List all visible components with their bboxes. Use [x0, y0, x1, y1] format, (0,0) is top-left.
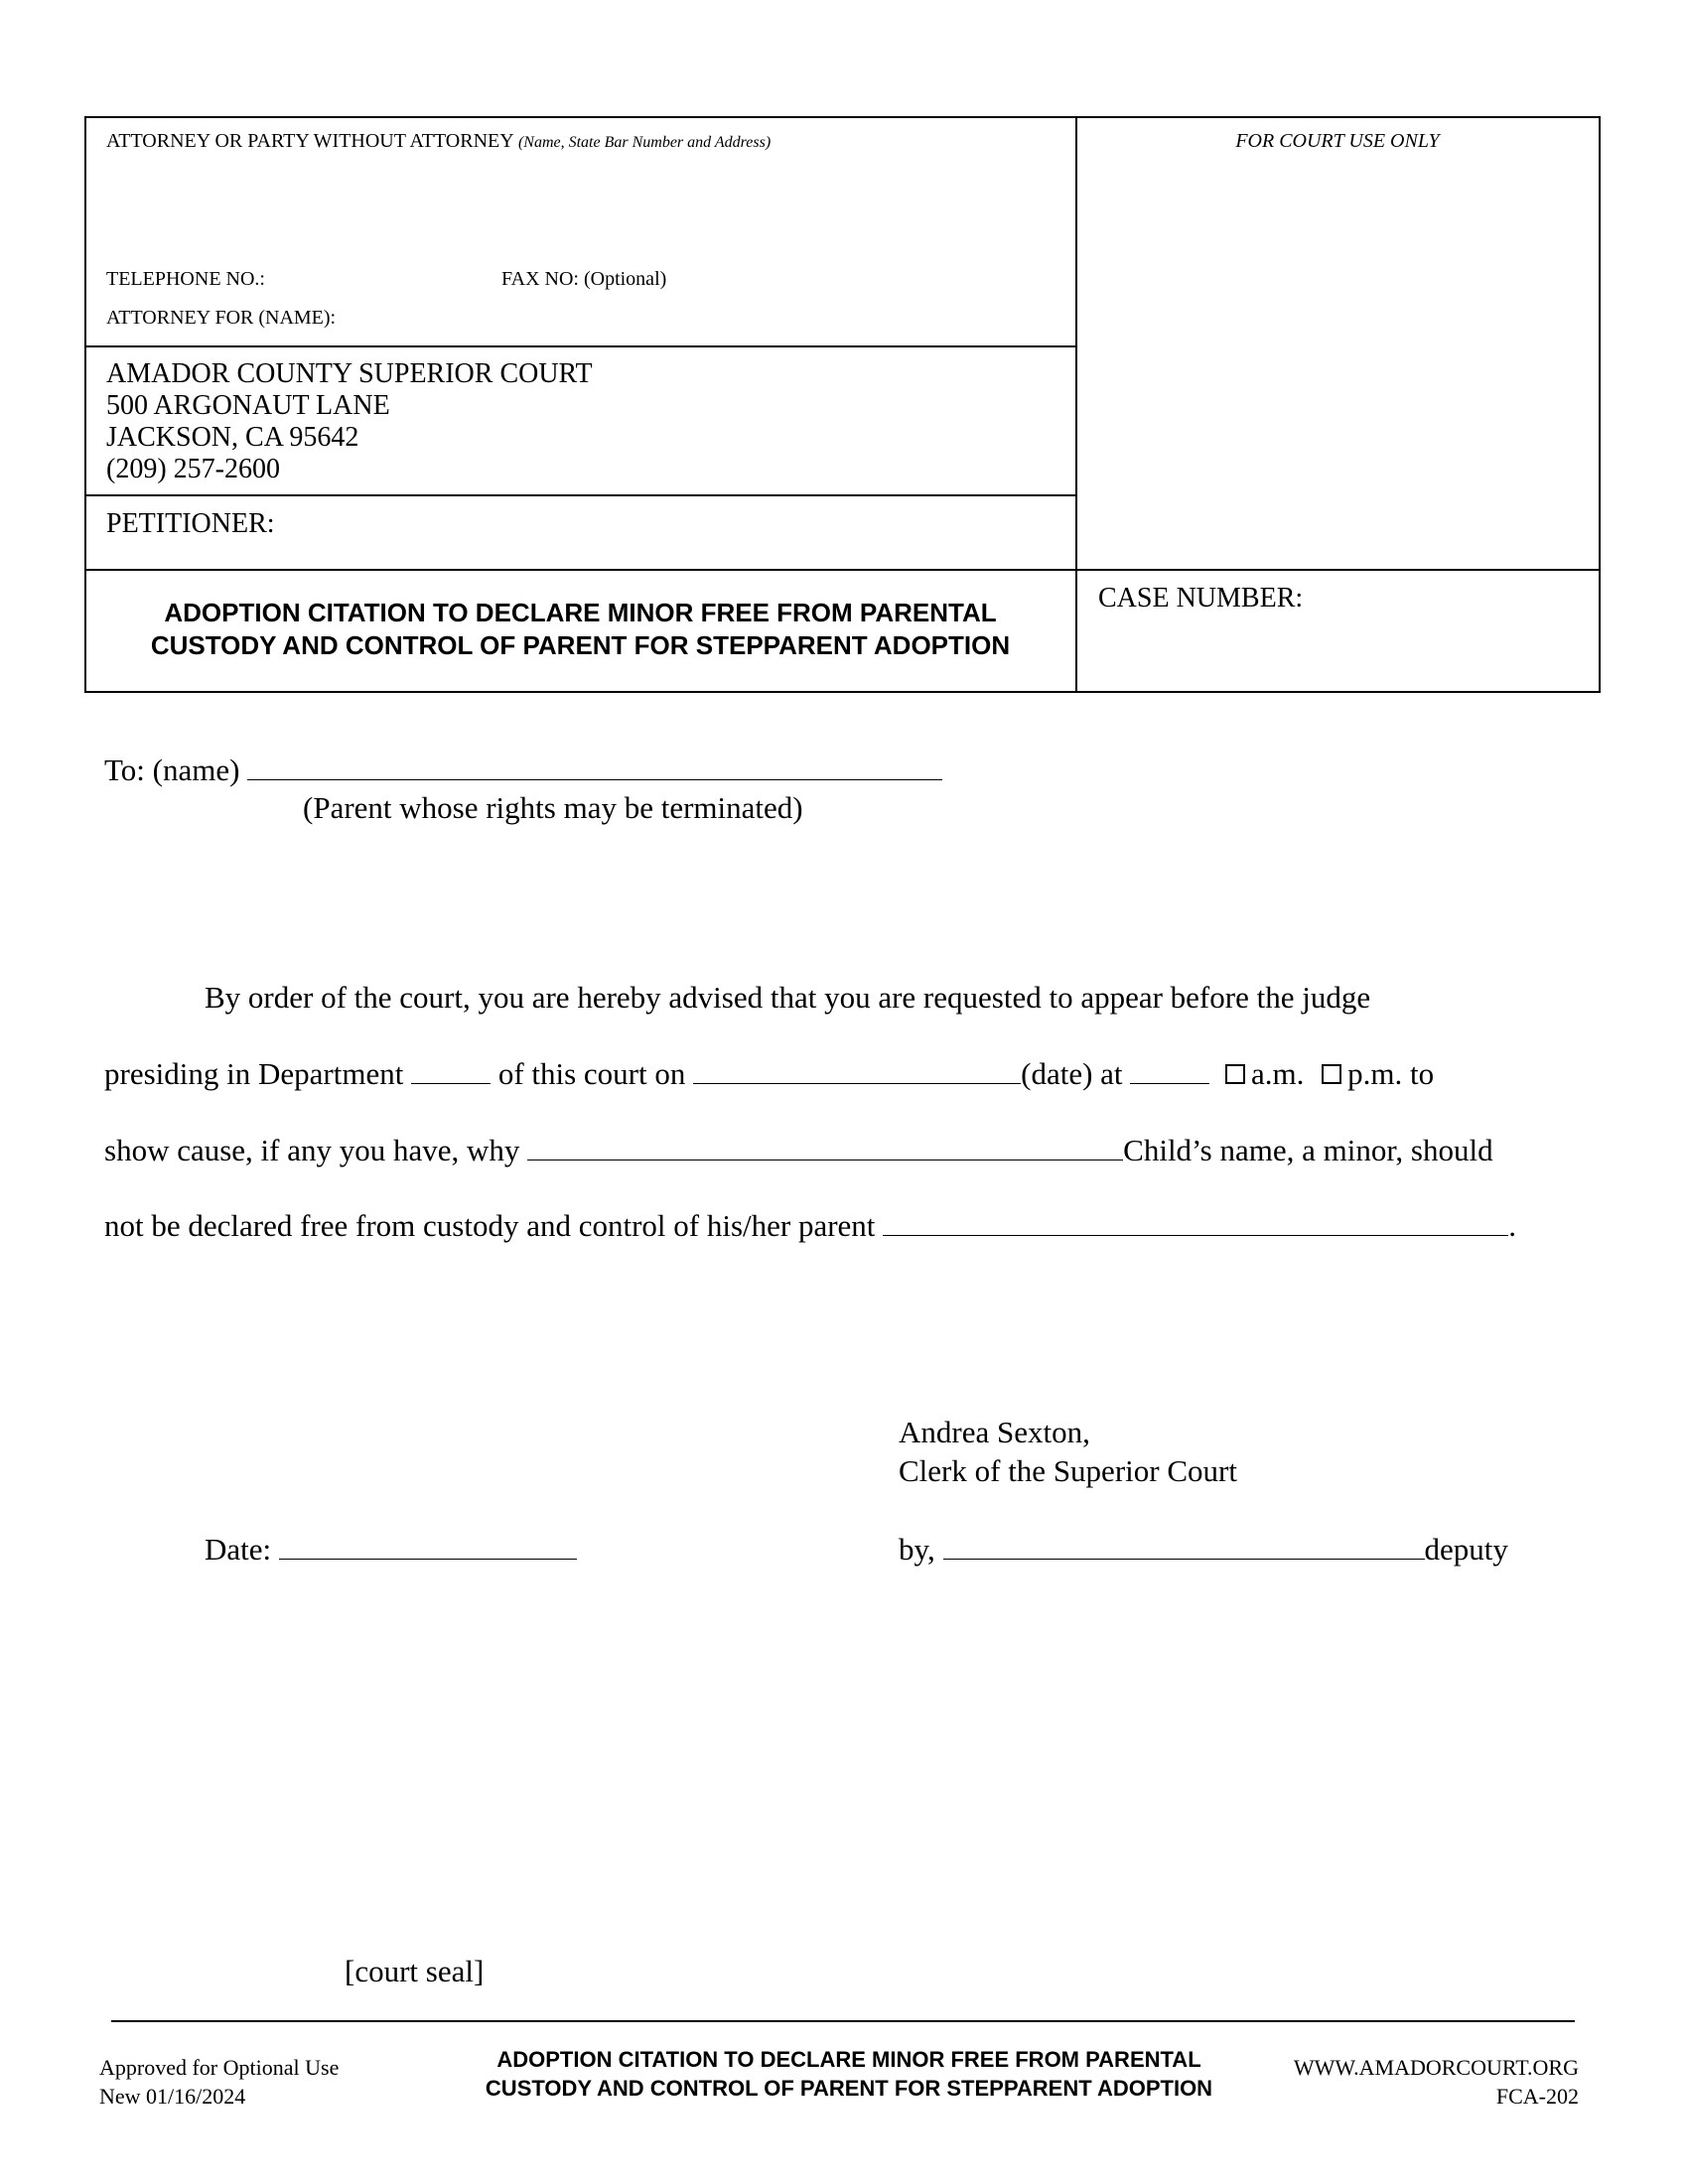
- date-field[interactable]: [279, 1531, 577, 1560]
- court-phone: (209) 257-2600: [106, 454, 280, 484]
- court-seal-placeholder: [court seal]: [345, 1954, 485, 1988]
- attorney-for-label[interactable]: ATTORNEY FOR (NAME):: [106, 307, 337, 329]
- footer-rule: [111, 2020, 1575, 2022]
- court-address: [106, 358, 593, 485]
- footer-form-id: FCA-202: [1495, 2084, 1579, 2109]
- court-divider: [84, 494, 1076, 496]
- fax-label[interactable]: FAX NO: (Optional): [501, 268, 667, 290]
- to-label: To: (name): [104, 752, 240, 787]
- am-checkbox[interactable]: [1225, 1064, 1245, 1084]
- date-line: [205, 1531, 577, 1568]
- footer-website[interactable]: WWW.AMADORCOURT.ORG: [1293, 2055, 1579, 2080]
- clerk-title: Clerk of the Superior Court: [899, 1453, 1237, 1488]
- clerk-name: Andrea Sexton,: [899, 1415, 1090, 1449]
- deputy-line: [899, 1531, 1508, 1568]
- body-line-2: presiding in Department of this court on (date) at a.m. p.m. to: [104, 1056, 1435, 1091]
- deputy-label: deputy: [1424, 1532, 1508, 1567]
- telephone-label[interactable]: TELEPHONE NO.:: [106, 268, 265, 290]
- footer-approval: [99, 2053, 339, 2111]
- title-divider: [84, 569, 1601, 571]
- attorney-sublabel: (Name, State Bar Number and Address): [517, 134, 772, 151]
- body-line-1: By order of the court, you are hereby advised that you are requested to appear before the judge: [205, 980, 1371, 1015]
- to-note: (Parent whose rights may be terminated): [303, 790, 803, 825]
- pm-label: p.m. to: [1347, 1056, 1435, 1091]
- footer-approved: Approved for Optional Use: [99, 2055, 340, 2080]
- footer-title: ADOPTION CITATION TO DECLARE MINOR FREE FROM PARENTAL CUSTODY AND CONTROL OF PARENT FOR STEPPARENT ADOPTION: [485, 2047, 1213, 2101]
- deputy-signature-field[interactable]: [943, 1531, 1425, 1560]
- attorney-label: ATTORNEY OR PARTY WITHOUT ATTORNEY (Name, State Bar Number and Address): [106, 130, 772, 152]
- to-name-field[interactable]: [247, 751, 942, 780]
- am-label: a.m.: [1251, 1056, 1305, 1091]
- form-title: [86, 597, 1074, 662]
- petitioner-label[interactable]: PETITIONER:: [106, 508, 275, 539]
- pm-checkbox[interactable]: [1322, 1064, 1341, 1084]
- to-line: [104, 751, 942, 788]
- footer-new-date: New 01/16/2024: [99, 2084, 246, 2109]
- department-field[interactable]: [411, 1055, 491, 1084]
- court-name: AMADOR COUNTY SUPERIOR COURT: [106, 358, 593, 389]
- date-label: Date:: [205, 1532, 272, 1567]
- hearing-date-field[interactable]: [693, 1055, 1021, 1084]
- case-number-label[interactable]: CASE NUMBER:: [1098, 583, 1304, 614]
- body-line-3: show cause, if any you have, why Child’s name, a minor, should: [104, 1133, 1493, 1167]
- parent-name-field[interactable]: [883, 1207, 1508, 1236]
- court-city: JACKSON, CA 95642: [106, 422, 359, 453]
- child-name-field[interactable]: [527, 1132, 1123, 1160]
- caption-divider: [1075, 116, 1077, 693]
- body-line-4: not be declared free from custody and control of his/her parent .: [104, 1208, 1516, 1243]
- court-use-label: FOR COURT USE ONLY: [1235, 130, 1440, 152]
- form-title-line1: ADOPTION CITATION TO DECLARE MINOR FREE FROM PARENTAL: [164, 598, 997, 627]
- footer-right: [1241, 2053, 1579, 2111]
- form-title-line2: CUSTODY AND CONTROL OF PARENT FOR STEPPARENT ADOPTION: [150, 630, 1011, 660]
- court-street: 500 ARGONAUT LANE: [106, 390, 390, 421]
- hearing-time-field[interactable]: [1130, 1055, 1209, 1084]
- by-label: by,: [899, 1532, 935, 1567]
- attorney-divider: [84, 345, 1076, 347]
